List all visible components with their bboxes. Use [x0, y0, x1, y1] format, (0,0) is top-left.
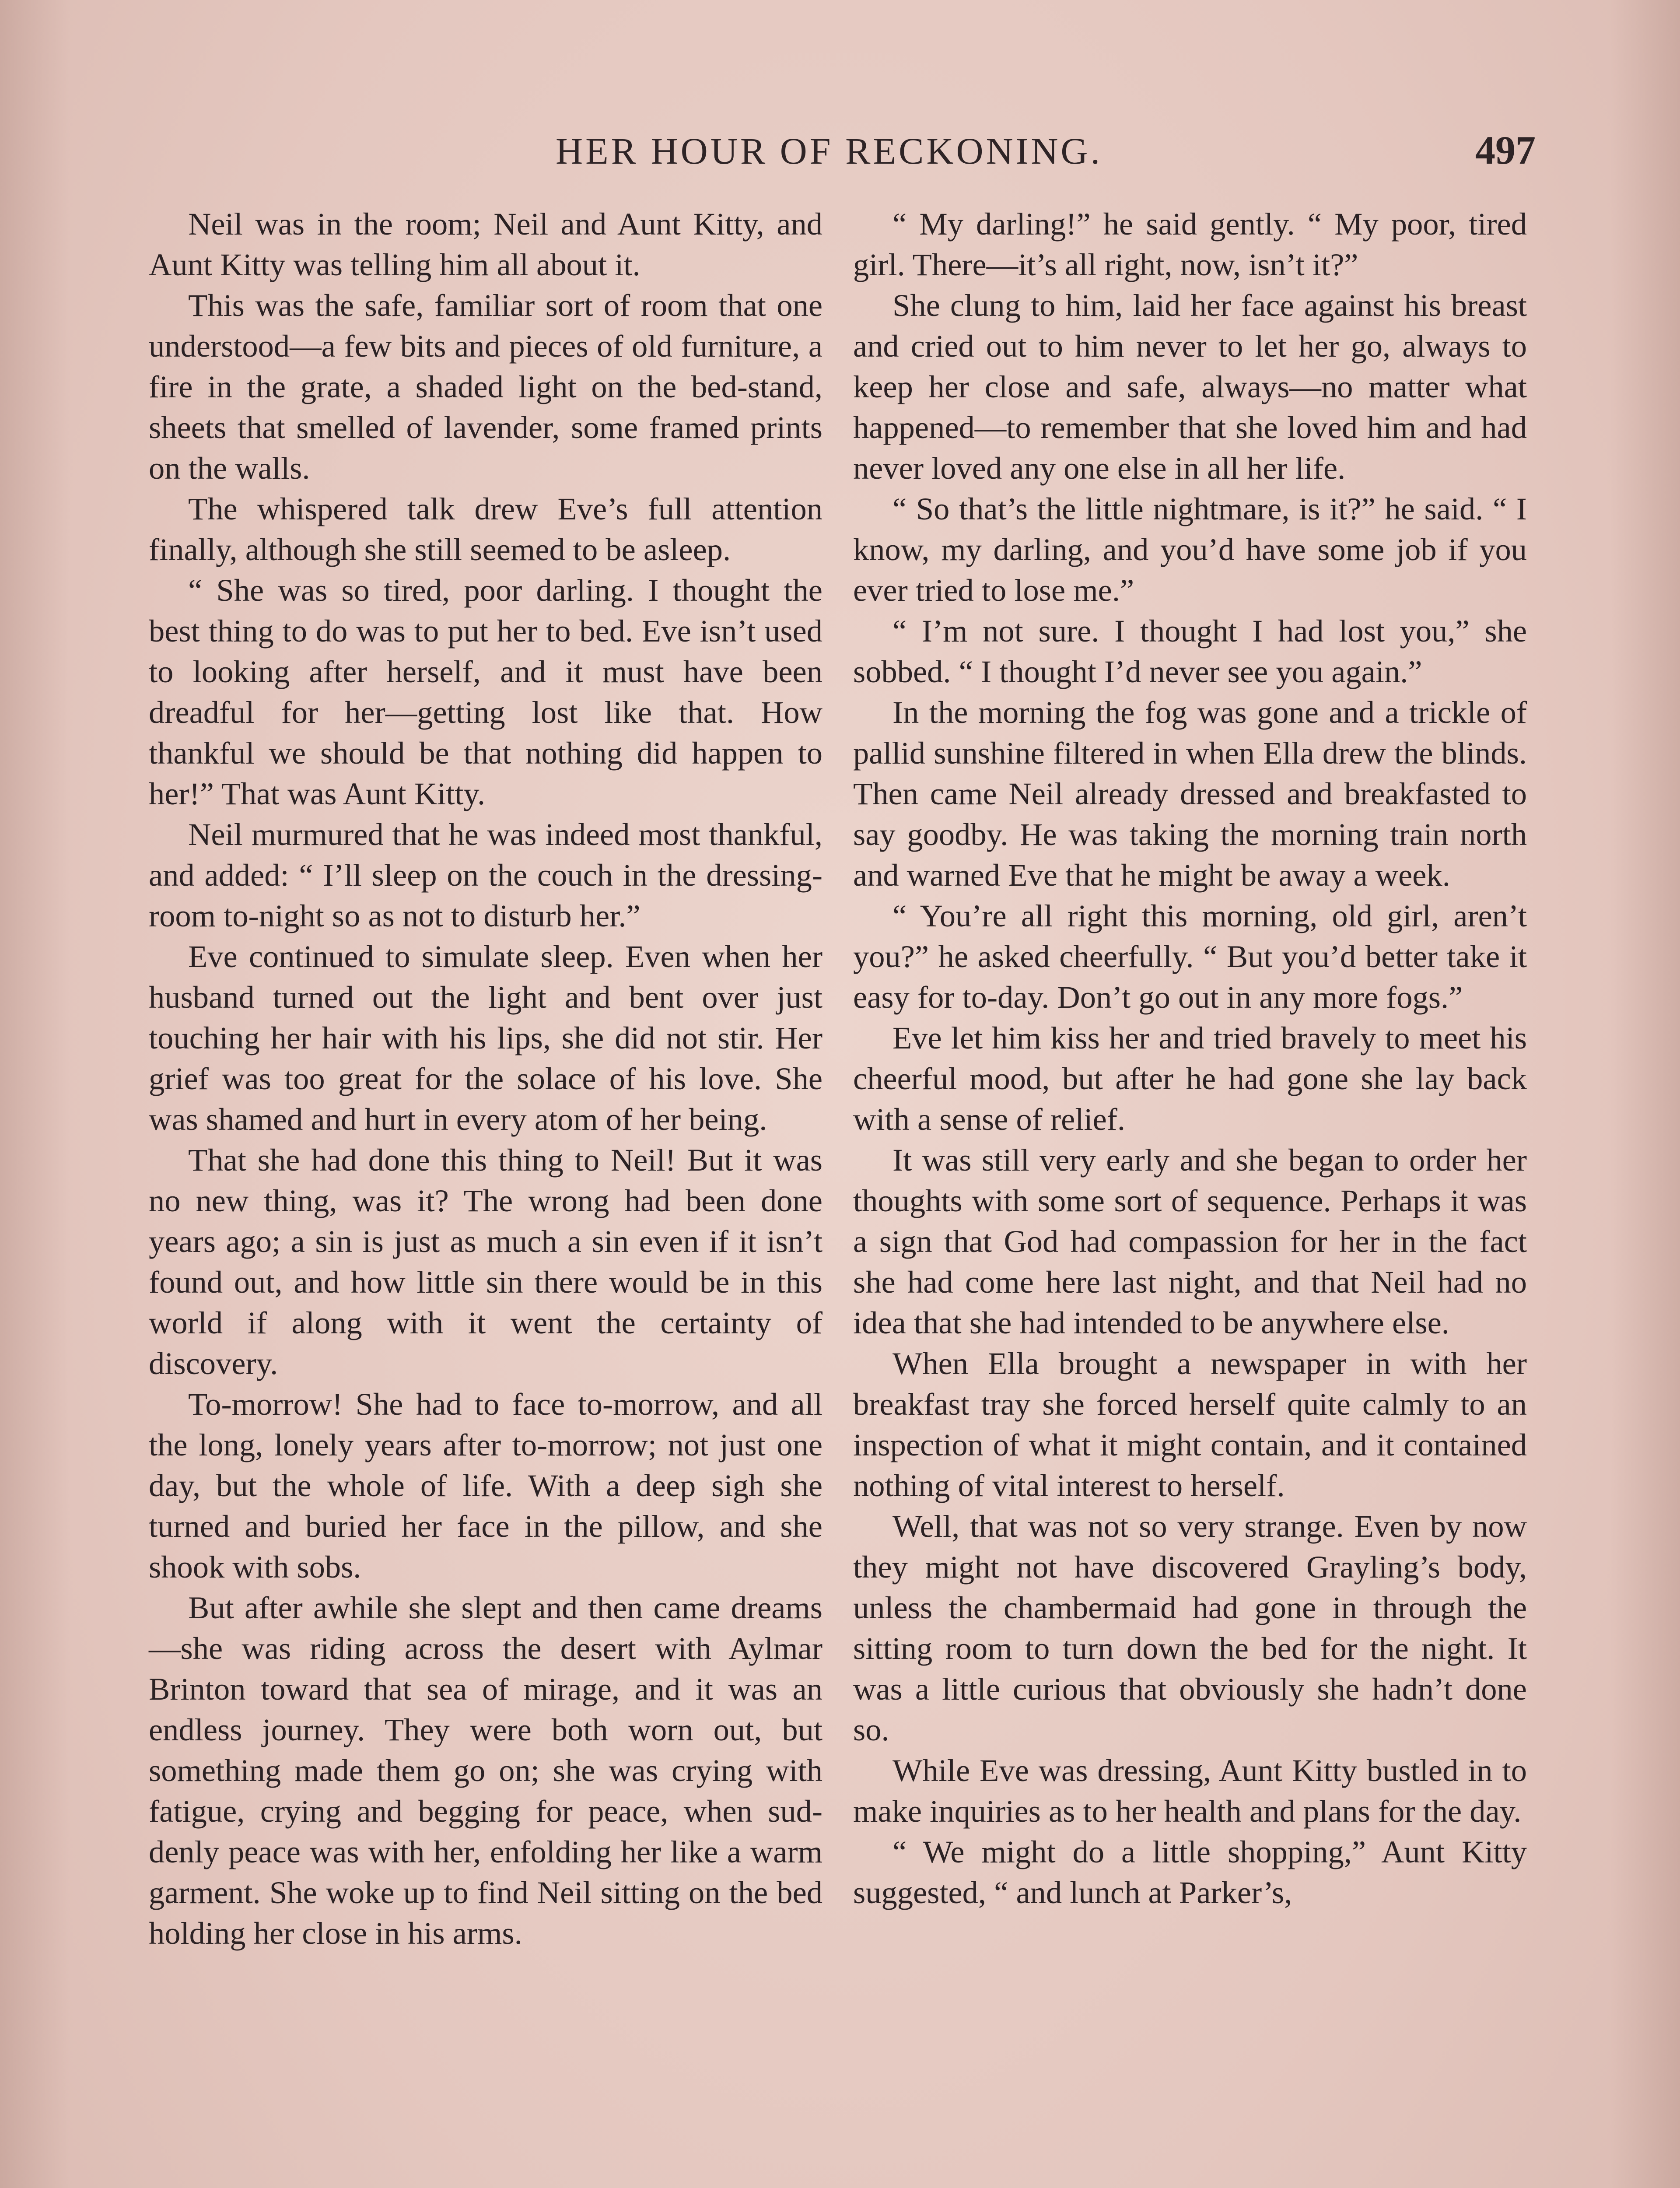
- paragraph: While Eve was dressing, Aunt Kitty bustled in to make inquiries as to her health and plans for the day.: [853, 1753, 1527, 1829]
- running-head: HER HOUR OF RECKONING.: [556, 130, 1103, 172]
- left-edge-shading: [0, 0, 70, 2188]
- paragraph: Neil was in the room; Neil and Aunt Kitty, and Aunt Kitty was telling him all about it.: [149, 206, 822, 282]
- paragraph: This was the safe, familiar sort of room that one understood—a few bits and pieces of old furniture, a fire in the grate, a shaded light on the bed-stand, sheets that smelled of lavender, some framed prints on the walls.: [149, 288, 822, 486]
- paragraph: When Ella brought a newspaper in with her breakfast tray she forced herself quite calmly to an inspection of what it might contain, and it contained nothing of vital interest to herself.: [853, 1346, 1527, 1503]
- paragraph: Eve let him kiss her and tried bravely to meet his cheerful mood, but after he had gone she lay back with a sense of relief.: [853, 1020, 1527, 1137]
- paragraph: The whispered talk drew Eve’s full attention finally, although she still seemed to be asleep.: [149, 491, 822, 567]
- paragraph: But after awhile she slept and then came dreams—she was riding across the desert with Aylmar Brinton toward that sea of mirage, and it was an endless journey. They were both worn out, but something made them go on; she was crying with fatigue, crying and begging for peace, when suddenly peace was with her, enfolding her like a warm garment. She woke up to find Neil sitting on the bed holding her close in his arms.: [149, 1590, 822, 1951]
- paragraph: “ I’m not sure. I thought I had lost you,” she sobbed. “ I thought I’d never see you again.”: [853, 613, 1527, 689]
- paragraph: In the morning the fog was gone and a trickle of pallid sunshine filtered in when Ella drew the blinds. Then came Neil already dressed and breakfasted to say goodby. He was taking the morning train north and warned Eve that he might be away a week.: [853, 694, 1527, 893]
- page-number: 497: [1475, 128, 1536, 172]
- paragraph: “ We might do a little shopping,” Aunt Kitty suggested, “ and lunch at Parker’s,: [853, 1834, 1527, 1910]
- right-edge-shading: [1610, 0, 1680, 2188]
- paragraph: To-morrow! She had to face to-morrow, and all the long, lonely years after to-morrow; not just one day, but the whole of life. With a deep sigh she turned and buried her face in the pillow, and she shook with sobs.: [149, 1386, 822, 1585]
- paragraph: That she had done this thing to Neil! But it was no new thing, was it? The wrong had been done years ago; a sin is just as much a sin even if it isn’t found out, and how little sin there would be in this world if along with it went the certainty of discovery.: [149, 1142, 822, 1381]
- paragraph: Well, that was not so very strange. Even by now they might not have discovered Grayling’s body, unless the chambermaid had gone in through the sitting room to turn down the bed for the night. It was a little curious that obviously she hadn’t done so.: [853, 1508, 1527, 1747]
- paragraph: It was still very early and she began to order her thoughts with some sort of sequence. Perhaps it was a sign that God had compassion for her in the fact she had come here last night, and that Neil had no idea that she had intended to be anywhere else.: [853, 1142, 1527, 1340]
- paragraph: “ My darling!” he said gently. “ My poor, tired girl. There—it’s all right, now, isn’t it?”: [853, 206, 1527, 282]
- paragraph: Neil murmured that he was indeed most thankful, and added: “ I’ll sleep on the couch in the dressing-room to-night so as not to disturb her.”: [149, 817, 822, 933]
- left-text-column: [149, 203, 822, 1953]
- paragraph: “ So that’s the little nightmare, is it?” he said. “ I know, my darling, and you’d have some job if you ever tried to lose me.”: [853, 491, 1527, 608]
- paragraph: Eve continued to simulate sleep. Even when her husband turned out the light and bent over just touching her hair with his lips, she did not stir. Her grief was too great for the solace of his love. She was shamed and hurt in every atom of her being.: [149, 939, 822, 1137]
- paragraph: “ You’re all right this morning, old girl, aren’t you?” he asked cheerfully. “ But you’d better take it easy for to-day. Don’t go out in any more fogs.”: [853, 898, 1527, 1015]
- paragraph: She clung to him, laid her face against his breast and cried out to him never to let her go, always to keep her close and safe, always—no matter what happened—to remember that she loved him and had never loved any one else in all her life.: [853, 288, 1527, 486]
- right-text-column: [853, 203, 1527, 1913]
- paragraph: “ She was so tired, poor darling. I thought the best thing to do was to put her to bed. Eve isn’t used to looking after herself, and it must have been dreadful for her—getting lost like that. How thankful we should be that nothing did happen to her!” That was Aunt Kitty.: [149, 572, 822, 811]
